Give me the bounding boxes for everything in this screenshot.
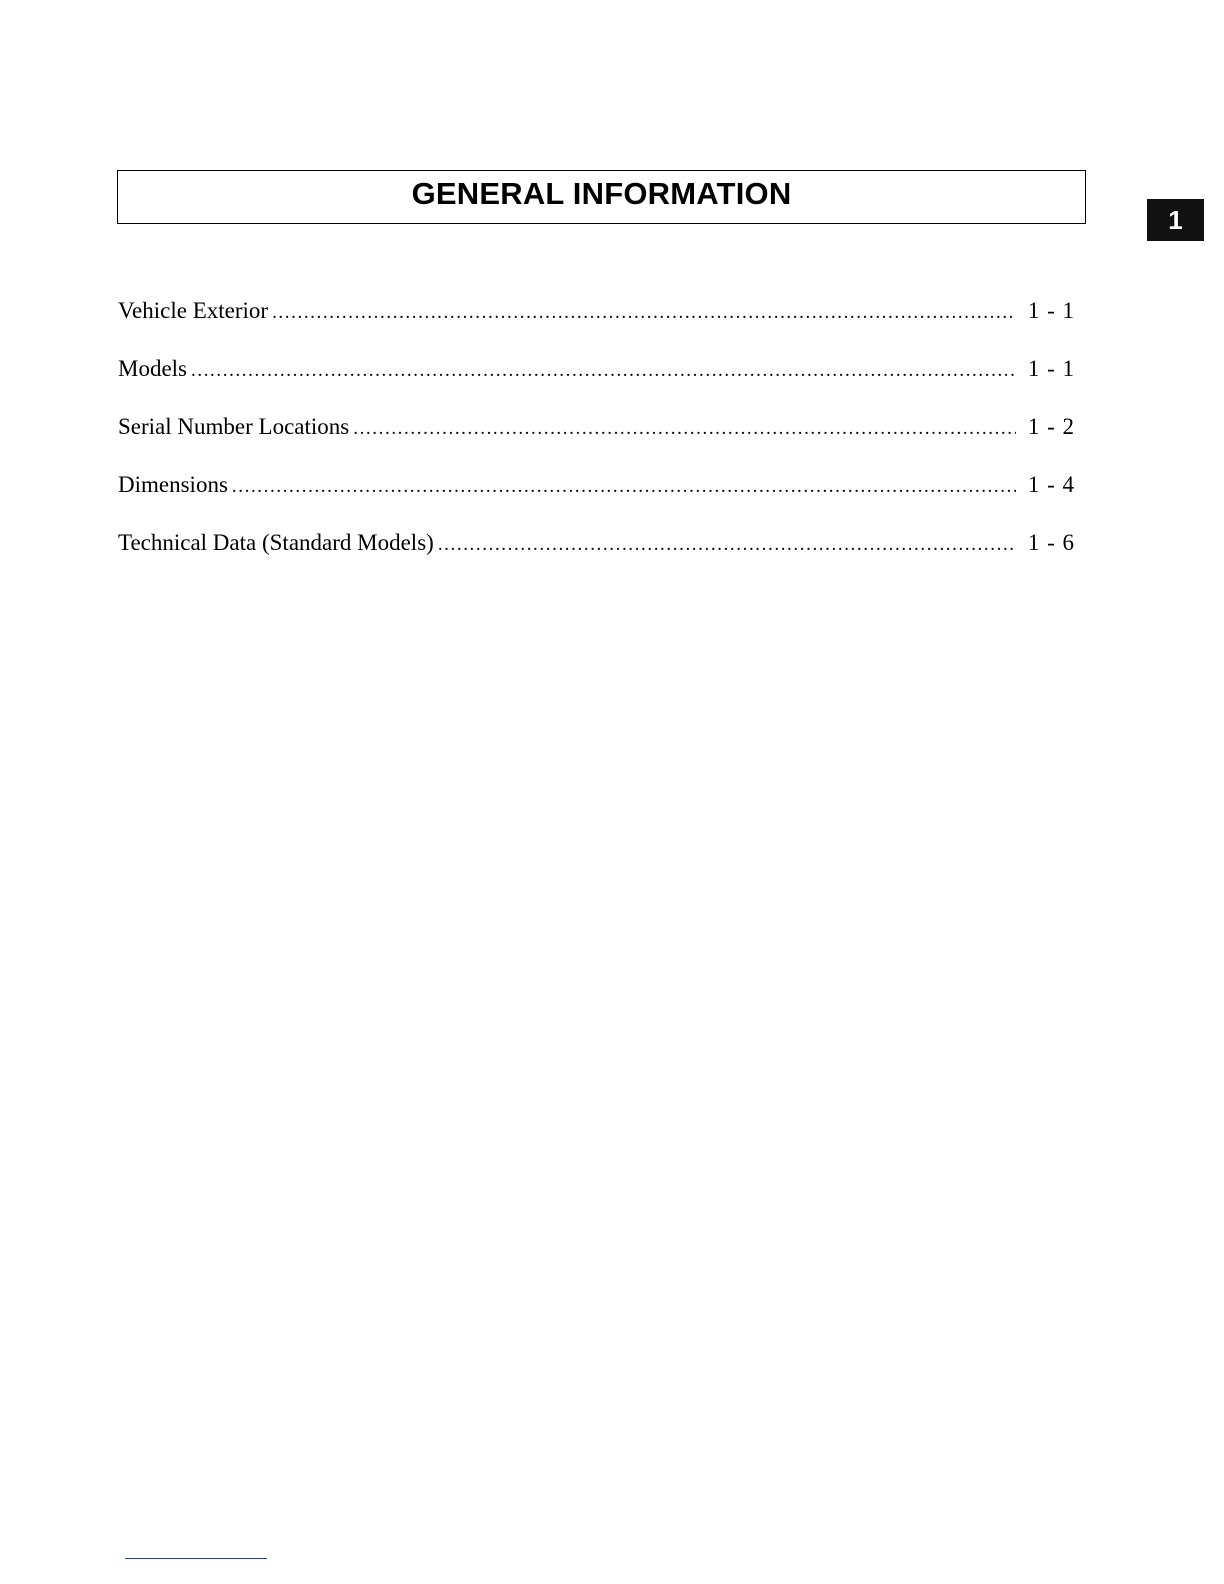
toc-entry-vehicle-exterior[interactable] xyxy=(118,296,1074,326)
toc-entry-label: Models xyxy=(118,356,187,381)
toc-entry-page: 1 - 2 xyxy=(1027,414,1074,439)
chapter-tab xyxy=(1147,199,1204,241)
toc-entry-technical-data[interactable] xyxy=(118,528,1074,558)
toc-entry-label: Technical Data (Standard Models) xyxy=(118,530,434,555)
toc-entry-page: 1 - 6 xyxy=(1027,530,1074,555)
toc-entry-label: Serial Number Locations xyxy=(118,414,350,439)
chapter-tab-number: 1 xyxy=(1168,204,1183,235)
toc-entry-page: 1 - 1 xyxy=(1027,298,1074,323)
toc-entry-models[interactable] xyxy=(118,354,1074,384)
dot-leader xyxy=(438,530,1016,560)
toc-entry-serial-number-locations[interactable] xyxy=(118,412,1074,442)
toc-entry-label: Vehicle Exterior xyxy=(118,298,269,323)
toc-entry-page: 1 - 1 xyxy=(1027,356,1074,381)
toc-entry-page: 1 - 4 xyxy=(1027,472,1074,497)
toc-entry-dimensions[interactable] xyxy=(118,470,1074,500)
section-title: GENERAL INFORMATION xyxy=(411,176,792,211)
dot-leader xyxy=(232,472,1016,502)
toc-entry-label: Dimensions xyxy=(118,472,228,497)
dot-leader xyxy=(191,356,1016,386)
section-title-box xyxy=(117,170,1086,224)
dot-leader xyxy=(272,298,1016,328)
footer-rule xyxy=(125,1558,267,1559)
dot-leader xyxy=(353,414,1016,444)
